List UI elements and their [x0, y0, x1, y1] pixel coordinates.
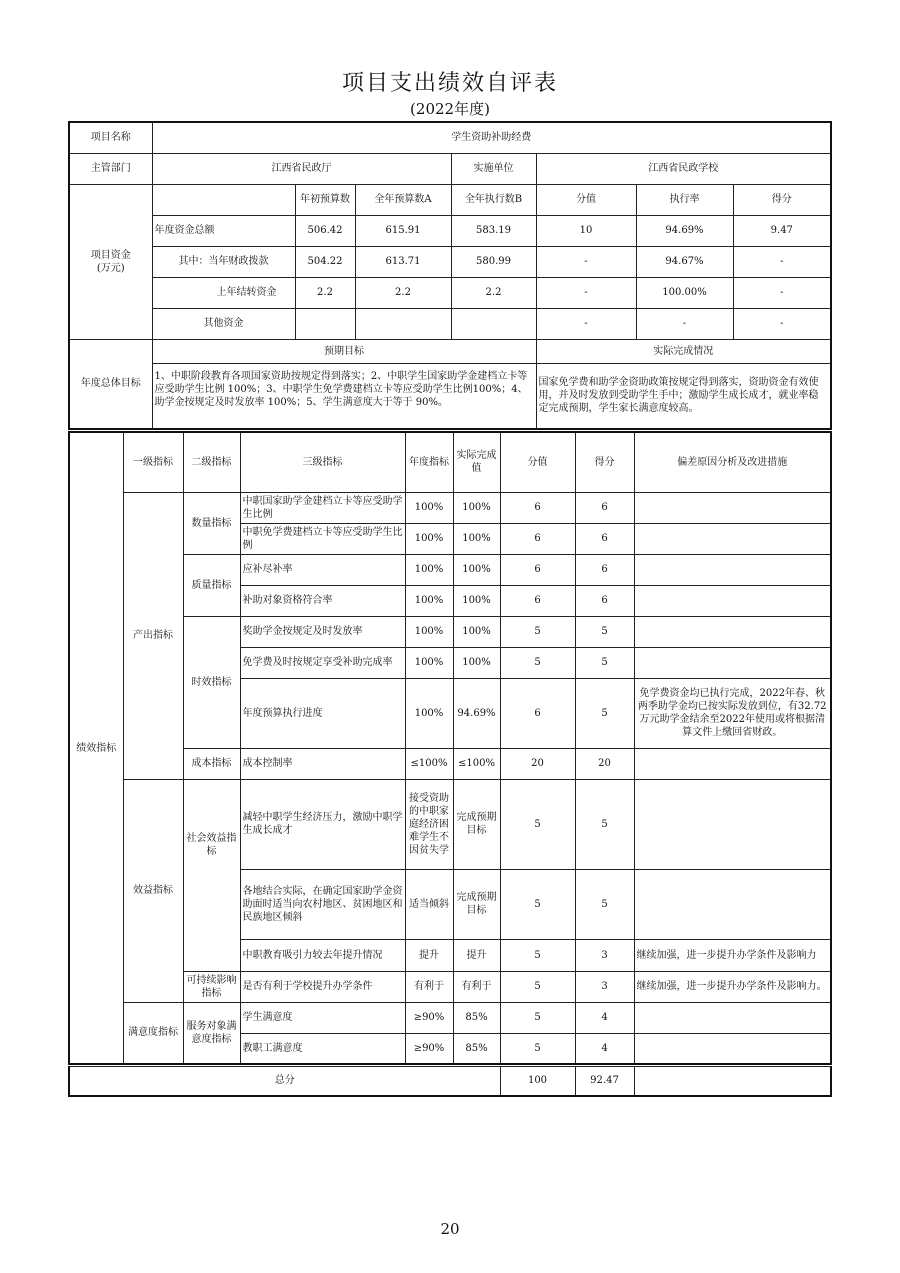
- indicator-actual: 完成预期目标: [453, 779, 500, 869]
- funds-header: 全年执行数B: [451, 184, 536, 215]
- indicator-target: ≥90%: [405, 1002, 453, 1033]
- funds-row-name: 其中：当年财政拨款: [152, 246, 295, 277]
- indicator-score: 4: [575, 1033, 634, 1064]
- funds-cell: -: [536, 277, 636, 308]
- indicator-score-max: 6: [500, 492, 575, 523]
- indicator-score-max: 5: [500, 616, 575, 647]
- indicator-name: 教职工满意度: [240, 1033, 405, 1064]
- dept-label: 主管部门: [69, 153, 152, 184]
- funds-cell: [355, 308, 451, 339]
- indicator-actual: 100%: [453, 585, 500, 616]
- indicator-actual: 85%: [453, 1033, 500, 1064]
- goals-actual-text: 国家免学费和助学金资助政策按规定得到落实，资助资金有效使用，并及时发放到受助学生手中；激励学生成长成才，就业率稳定完成预期，学生家长满意度较高。: [536, 363, 831, 429]
- dept-value: 江西省民政厅: [152, 153, 451, 184]
- indicator-name: 免学费及时按规定享受补助完成率: [240, 647, 405, 678]
- indicator-note: [634, 492, 831, 523]
- funds-cell: 2.2: [295, 277, 355, 308]
- funds-cell: -: [536, 308, 636, 339]
- perf-header: 分值: [500, 432, 575, 492]
- funds-cell: 10: [536, 215, 636, 246]
- l1-satisfaction: 满意度指标: [123, 1002, 183, 1064]
- funds-cell: [451, 308, 536, 339]
- indicator-target: 100%: [405, 647, 453, 678]
- project-name-value: 学生资助补助经费: [152, 122, 831, 153]
- goals-expected-label: 预期目标: [152, 339, 536, 363]
- l2-quality: 质量指标: [183, 554, 240, 616]
- funds-cell: [295, 308, 355, 339]
- indicator-name: 是否有利于学校提升办学条件: [240, 971, 405, 1002]
- indicator-name: 中职免学费建档立卡等应受助学生比例: [240, 523, 405, 554]
- funds-cell: 94.69%: [636, 215, 733, 246]
- indicator-score: 3: [575, 939, 634, 971]
- indicator-note: 免学费资金均已执行完成，2022年春、秋两季助学金均已按实际发放到位，有32.72万元助学金结余至2022年使用或将根据清算文件上缴回省财政。: [634, 678, 831, 748]
- funds-cell: 2.2: [451, 277, 536, 308]
- goals-actual-label: 实际完成情况: [536, 339, 831, 363]
- indicator-target: 100%: [405, 492, 453, 523]
- indicator-note: [634, 748, 831, 779]
- indicator-score-max: 5: [500, 939, 575, 971]
- funds-cell: -: [636, 308, 733, 339]
- funds-row-name: 其他资金: [152, 308, 295, 339]
- indicator-score: 6: [575, 554, 634, 585]
- indicator-score: 5: [575, 869, 634, 939]
- indicator-note: [634, 523, 831, 554]
- funds-cell: 506.42: [295, 215, 355, 246]
- indicator-score-max: 5: [500, 869, 575, 939]
- perf-header: 实际完成值: [453, 432, 500, 492]
- indicator-score-max: 20: [500, 748, 575, 779]
- indicator-score: 6: [575, 523, 634, 554]
- funds-cell: 615.91: [355, 215, 451, 246]
- indicator-name: 奖助学金按规定及时发放率: [240, 616, 405, 647]
- indicator-target: 100%: [405, 678, 453, 748]
- funds-cell: -: [733, 246, 831, 277]
- funds-row-name: 年度资金总额: [152, 215, 295, 246]
- indicator-score-max: 5: [500, 1033, 575, 1064]
- funds-cell: -: [733, 308, 831, 339]
- indicator-target: 提升: [405, 939, 453, 971]
- indicator-actual: 100%: [453, 492, 500, 523]
- perf-label: 绩效指标: [69, 432, 123, 1064]
- indicator-actual: 100%: [453, 616, 500, 647]
- l2-cost: 成本指标: [183, 748, 240, 779]
- indicator-score-max: 6: [500, 554, 575, 585]
- indicator-actual: 94.69%: [453, 678, 500, 748]
- total-score: 92.47: [575, 1067, 634, 1096]
- indicator-name: 成本控制率: [240, 748, 405, 779]
- indicator-score-max: 6: [500, 585, 575, 616]
- indicator-note: 继续加强，进一步提升办学条件及影响力: [634, 939, 831, 971]
- indicator-target: 100%: [405, 616, 453, 647]
- funds-cell: 94.67%: [636, 246, 733, 277]
- funds-header: 得分: [733, 184, 831, 215]
- funds-cell: 2.2: [355, 277, 451, 308]
- perf-header: 得分: [575, 432, 634, 492]
- funds-cell: 580.99: [451, 246, 536, 277]
- total-label: 总分: [69, 1067, 500, 1096]
- l2-timeliness: 时效指标: [183, 616, 240, 748]
- indicator-actual: 100%: [453, 554, 500, 585]
- funds-cell: -: [536, 246, 636, 277]
- indicator-name: 补助对象资格符合率: [240, 585, 405, 616]
- funds-header-blank: [152, 184, 295, 215]
- indicator-name: 减轻中职学生经济压力，激励中职学生成长成才: [240, 779, 405, 869]
- indicator-note: [634, 1033, 831, 1064]
- funds-cell: 100.00%: [636, 277, 733, 308]
- funds-header: 执行率: [636, 184, 733, 215]
- indicator-actual: ≤100%: [453, 748, 500, 779]
- indicator-target: 有利于: [405, 971, 453, 1002]
- l1-output: 产出指标: [123, 492, 183, 779]
- funds-header: 全年预算数A: [355, 184, 451, 215]
- goals-label: 年度总体目标: [69, 339, 152, 429]
- indicator-note: [634, 779, 831, 869]
- impl-unit-label: 实施单位: [451, 153, 536, 184]
- indicator-score: 5: [575, 647, 634, 678]
- funds-cell: 583.19: [451, 215, 536, 246]
- indicator-actual: 提升: [453, 939, 500, 971]
- project-name-label: 项目名称: [69, 122, 152, 153]
- indicator-note: [634, 616, 831, 647]
- perf-header: 二级指标: [183, 432, 240, 492]
- indicator-target: 100%: [405, 523, 453, 554]
- impl-unit-value: 江西省民政学校: [536, 153, 831, 184]
- page-subtitle: (2022年度): [410, 100, 490, 118]
- funds-header: 分值: [536, 184, 636, 215]
- indicator-name: 中职国家助学金建档立卡等应受助学生比例: [240, 492, 405, 523]
- funds-cell: -: [733, 277, 831, 308]
- indicator-score-max: 6: [500, 523, 575, 554]
- indicator-score-max: 5: [500, 779, 575, 869]
- indicator-score: 4: [575, 1002, 634, 1033]
- funds-cell: 504.22: [295, 246, 355, 277]
- performance-indicators-table: [68, 431, 832, 1065]
- funds-header: 年初预算数: [295, 184, 355, 215]
- indicator-target: ≤100%: [405, 748, 453, 779]
- indicator-target: 100%: [405, 554, 453, 585]
- indicator-score-max: 5: [500, 1002, 575, 1033]
- perf-header: 一级指标: [123, 432, 183, 492]
- l2-service: 服务对象满意度指标: [183, 1002, 240, 1064]
- funds-label: 项目资金 (万元): [69, 184, 152, 339]
- page-title: 项目支出绩效自评表: [341, 71, 558, 96]
- perf-header: 偏差原因分析及改进措施: [634, 432, 831, 492]
- indicator-score: 3: [575, 971, 634, 1002]
- page-number: 20: [440, 1220, 460, 1238]
- indicator-score: 5: [575, 616, 634, 647]
- indicator-actual: 完成预期目标: [453, 869, 500, 939]
- funds-cell: 9.47: [733, 215, 831, 246]
- indicator-name: 应补尽补率: [240, 554, 405, 585]
- indicator-actual: 100%: [453, 647, 500, 678]
- indicator-score-max: 5: [500, 971, 575, 1002]
- indicator-score: 6: [575, 492, 634, 523]
- indicator-target: 适当倾斜: [405, 869, 453, 939]
- perf-header: 三级指标: [240, 432, 405, 492]
- indicator-note: [634, 869, 831, 939]
- project-info-table: [68, 121, 832, 430]
- l1-benefit: 效益指标: [123, 779, 183, 1002]
- goals-expected-text: 1、中职阶段教育各项国家资助按规定得到落实；2、中职学生国家助学金建档立卡等应受助学生比例 100%；3、中职学生免学费建档立卡等应受助学生比例100%；4、助学金按规定及时发放率 100%；5、学生满意度大于等于 90%。: [152, 363, 536, 429]
- indicator-score: 6: [575, 585, 634, 616]
- l2-social: 社会效益指标: [183, 779, 240, 971]
- indicator-name: 各地结合实际，在确定国家助学金资助面时适当向农村地区、贫困地区和民族地区倾斜: [240, 869, 405, 939]
- indicator-actual: 有利于: [453, 971, 500, 1002]
- funds-row-name: 上年结转资金: [152, 277, 295, 308]
- indicator-note: [634, 1002, 831, 1033]
- indicator-target: ≥90%: [405, 1033, 453, 1064]
- indicator-note: [634, 647, 831, 678]
- indicator-actual: 85%: [453, 1002, 500, 1033]
- indicator-name: 中职教育吸引力较去年提升情况: [240, 939, 405, 971]
- l2-quantity: 数量指标: [183, 492, 240, 554]
- indicator-note: 继续加强，进一步提升办学条件及影响力。: [634, 971, 831, 1002]
- indicator-score-max: 6: [500, 678, 575, 748]
- indicator-target: 100%: [405, 585, 453, 616]
- indicator-note: [634, 585, 831, 616]
- total-note-blank: [634, 1067, 831, 1096]
- indicator-note: [634, 554, 831, 585]
- perf-header: 年度指标: [405, 432, 453, 492]
- indicator-target: 接受资助的中职家庭经济困难学生不因贫失学: [405, 779, 453, 869]
- indicator-score-max: 5: [500, 647, 575, 678]
- indicator-score: 5: [575, 779, 634, 869]
- funds-cell: 613.71: [355, 246, 451, 277]
- indicator-score: 20: [575, 748, 634, 779]
- total-max: 100: [500, 1067, 575, 1096]
- total-table: [68, 1066, 832, 1097]
- indicator-actual: 100%: [453, 523, 500, 554]
- indicator-name: 学生满意度: [240, 1002, 405, 1033]
- l2-sustain: 可持续影响指标: [183, 971, 240, 1002]
- indicator-score: 5: [575, 678, 634, 748]
- indicator-name: 年度预算执行进度: [240, 678, 405, 748]
